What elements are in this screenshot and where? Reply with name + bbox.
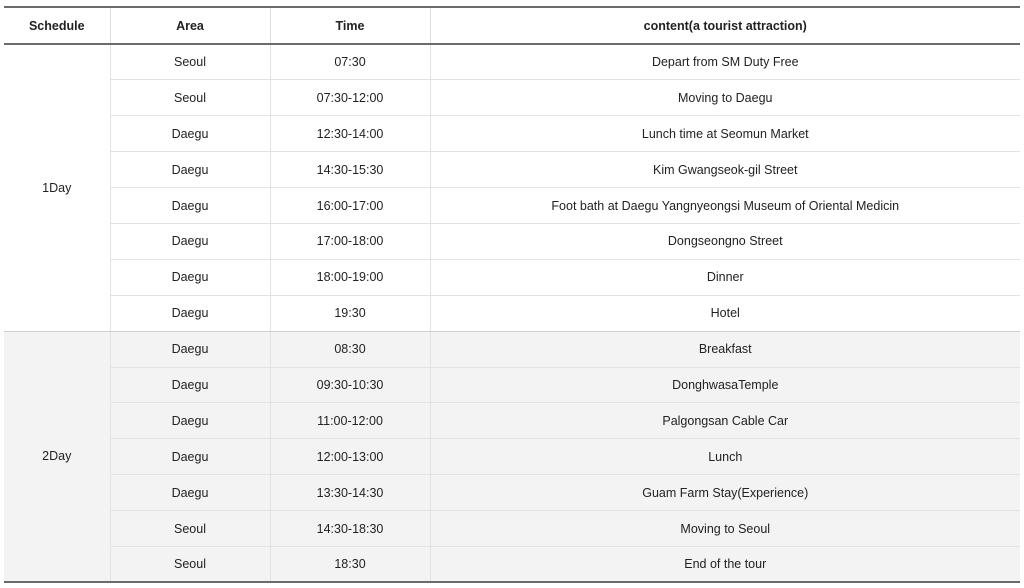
time-cell: 12:30-14:00 — [270, 116, 430, 152]
time-cell: 07:30-12:00 — [270, 80, 430, 116]
content-cell: Foot bath at Daegu Yangnyeongsi Museum of Oriental Medicin — [430, 188, 1020, 224]
area-cell: Seoul — [110, 546, 270, 582]
time-cell: 18:30 — [270, 546, 430, 582]
area-cell: Daegu — [110, 403, 270, 439]
table-row — [4, 80, 1020, 116]
header-content: content(a tourist attraction) — [430, 7, 1020, 44]
table-row — [4, 475, 1020, 511]
area-cell: Daegu — [110, 331, 270, 367]
schedule-table-container — [4, 6, 1020, 583]
day-1-group — [4, 44, 1020, 331]
time-cell: 17:00-18:00 — [270, 223, 430, 259]
content-cell: Lunch — [430, 439, 1020, 475]
time-cell: 12:00-13:00 — [270, 439, 430, 475]
header-schedule: Schedule — [4, 7, 110, 44]
table-row — [4, 295, 1020, 331]
area-cell: Daegu — [110, 439, 270, 475]
time-cell: 07:30 — [270, 44, 430, 80]
table-header — [4, 7, 1020, 44]
content-cell: Guam Farm Stay(Experience) — [430, 475, 1020, 511]
schedule-table — [4, 6, 1020, 583]
header-time: Time — [270, 7, 430, 44]
content-cell: Hotel — [430, 295, 1020, 331]
table-row — [4, 439, 1020, 475]
area-cell: Daegu — [110, 188, 270, 224]
time-cell: 14:30-18:30 — [270, 511, 430, 547]
content-cell: Palgongsan Cable Car — [430, 403, 1020, 439]
schedule-day-cell: 2Day — [4, 331, 110, 582]
table-row — [4, 44, 1020, 80]
time-cell: 16:00-17:00 — [270, 188, 430, 224]
table-row — [4, 259, 1020, 295]
content-cell: Breakfast — [430, 331, 1020, 367]
table-row — [4, 116, 1020, 152]
table-row — [4, 331, 1020, 367]
content-cell: End of the tour — [430, 546, 1020, 582]
table-row — [4, 152, 1020, 188]
area-cell: Daegu — [110, 259, 270, 295]
header-area: Area — [110, 7, 270, 44]
content-cell: Lunch time at Seomun Market — [430, 116, 1020, 152]
time-cell: 14:30-15:30 — [270, 152, 430, 188]
area-cell: Daegu — [110, 116, 270, 152]
area-cell: Seoul — [110, 80, 270, 116]
table-row — [4, 546, 1020, 582]
area-cell: Daegu — [110, 223, 270, 259]
table-row — [4, 511, 1020, 547]
content-cell: Dinner — [430, 259, 1020, 295]
area-cell: Daegu — [110, 152, 270, 188]
content-cell: Moving to Seoul — [430, 511, 1020, 547]
table-row — [4, 403, 1020, 439]
content-cell: Dongseongno Street — [430, 223, 1020, 259]
day-2-group — [4, 331, 1020, 582]
time-cell: 19:30 — [270, 295, 430, 331]
schedule-day-cell: 1Day — [4, 44, 110, 331]
content-cell: Moving to Daegu — [430, 80, 1020, 116]
table-row — [4, 188, 1020, 224]
area-cell: Seoul — [110, 44, 270, 80]
time-cell: 11:00-12:00 — [270, 403, 430, 439]
area-cell: Daegu — [110, 295, 270, 331]
time-cell: 13:30-14:30 — [270, 475, 430, 511]
area-cell: Seoul — [110, 511, 270, 547]
area-cell: Daegu — [110, 367, 270, 403]
time-cell: 09:30-10:30 — [270, 367, 430, 403]
table-row — [4, 223, 1020, 259]
area-cell: Daegu — [110, 475, 270, 511]
time-cell: 08:30 — [270, 331, 430, 367]
table-row — [4, 367, 1020, 403]
content-cell: Depart from SM Duty Free — [430, 44, 1020, 80]
content-cell: Kim Gwangseok-gil Street — [430, 152, 1020, 188]
time-cell: 18:00-19:00 — [270, 259, 430, 295]
content-cell: DonghwasaTemple — [430, 367, 1020, 403]
header-row — [4, 7, 1020, 44]
